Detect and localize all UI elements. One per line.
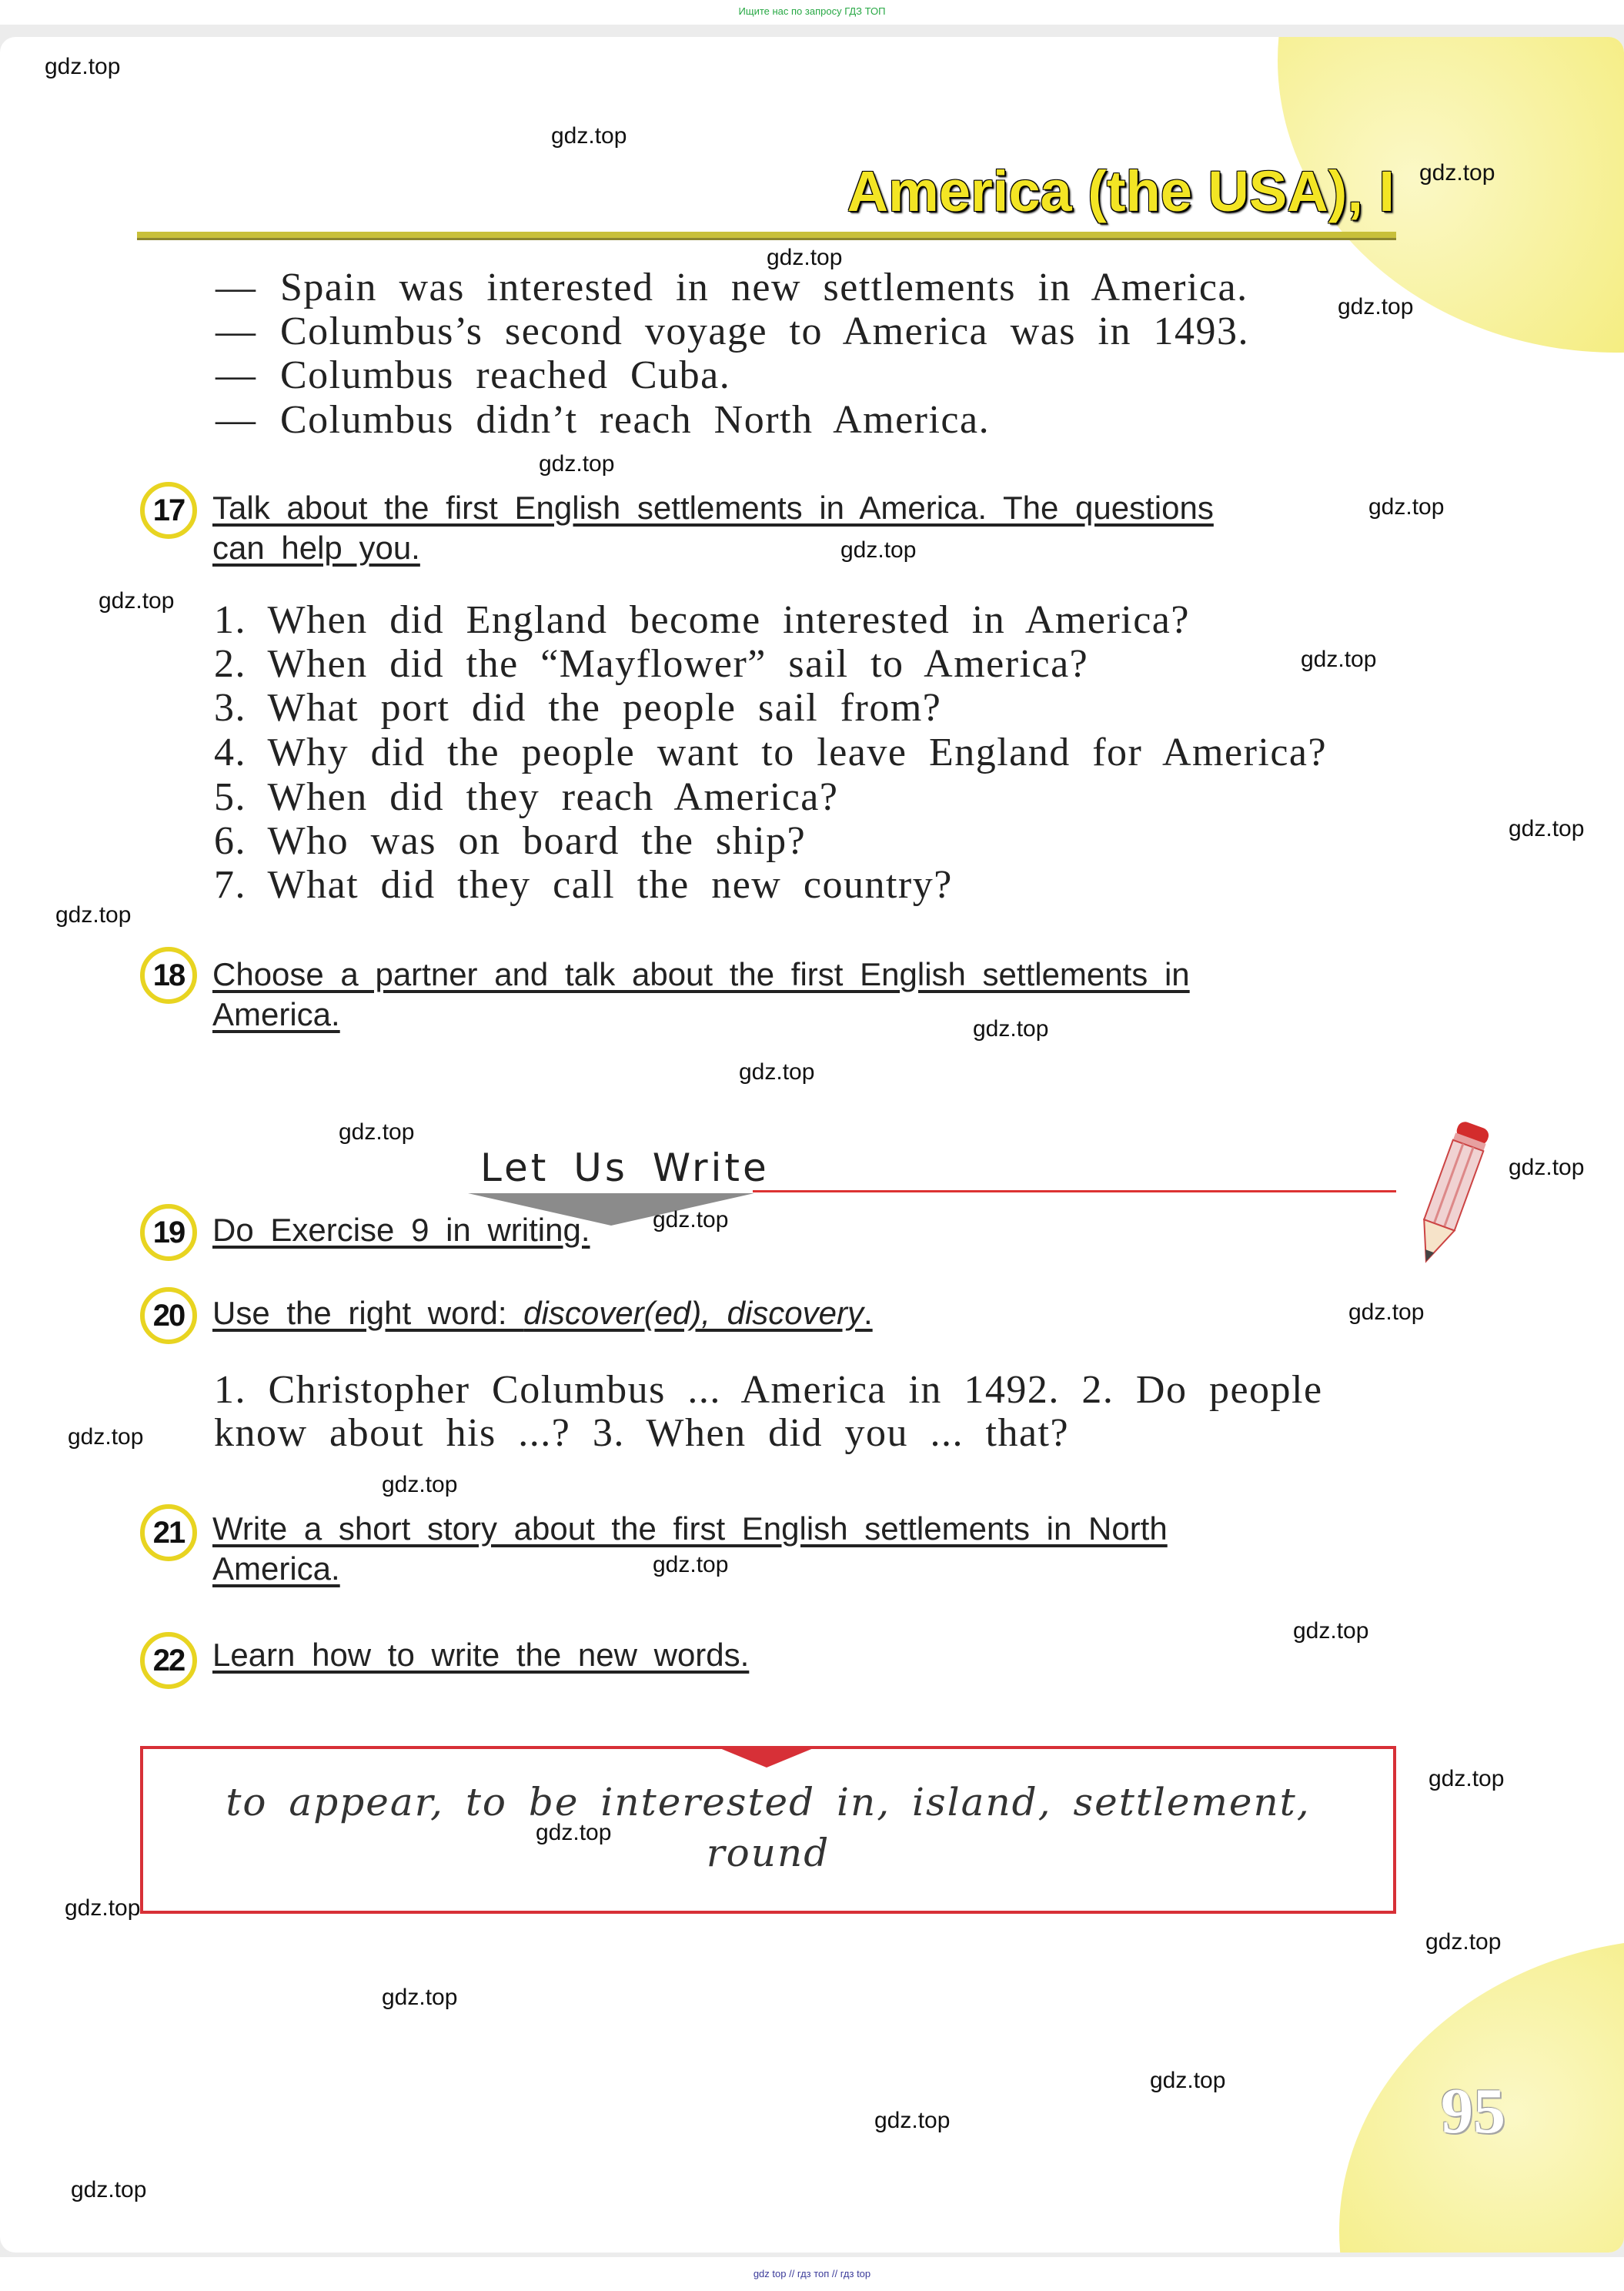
- watermark: gdz.top: [1301, 647, 1377, 672]
- heading-rule: [753, 1190, 1396, 1192]
- exercise-20-body-line2: know about his ...? 3. When did you ... that?: [214, 1411, 1070, 1455]
- exercise-21-instruction-line1: Write a short story about the first English settlements in North: [212, 1510, 1168, 1547]
- watermark: gdz.top: [382, 1985, 458, 2010]
- watermark: gdz.top: [739, 1059, 815, 1085]
- question-5: 5. When did they reach America?: [214, 775, 839, 819]
- title-rule-shadow: [137, 238, 1396, 240]
- statement-dash: —: [216, 398, 257, 442]
- watermark: gdz.top: [973, 1016, 1049, 1042]
- pencil-icon: [1408, 1109, 1493, 1278]
- exercise-18-instruction-line1: Choose a partner and talk about the first English settlements in: [212, 956, 1190, 992]
- exercise-20-body-line1: 1. Christopher Columbus ... America in 1492. 2. Do people: [214, 1368, 1323, 1412]
- exercise-20-instruction: [212, 1295, 873, 1332]
- watermark: gdz.top: [874, 2108, 951, 2133]
- statement-4: Columbus didn’t reach North America.: [280, 398, 991, 442]
- watermark: gdz.top: [99, 588, 175, 614]
- exercise-17-instruction-line1: Talk about the first English settlements in America. The questions: [212, 490, 1214, 526]
- statement-dash: —: [216, 266, 257, 309]
- new-words-arrow: [714, 1746, 819, 1768]
- title-rule: [137, 232, 1396, 238]
- new-words-box: [140, 1746, 1396, 1914]
- exercise-17-instruction-line2: can help you.: [212, 530, 420, 566]
- new-words-line2: round: [706, 1831, 830, 1875]
- bottom-banner: gdz top // гдз топ // гдз top: [0, 2257, 1624, 2291]
- statement-dash: —: [216, 353, 257, 397]
- exercise-20-badge: 20: [140, 1287, 197, 1344]
- watermark: gdz.top: [71, 2177, 147, 2202]
- exercise-20-prefix: Use the right word:: [212, 1295, 524, 1331]
- page-title: America (the USA), I: [847, 159, 1395, 223]
- question-7: 7. What did they call the new country?: [214, 863, 953, 907]
- watermark: gdz.top: [1348, 1299, 1425, 1325]
- exercise-21-badge: 21: [140, 1504, 197, 1561]
- watermark: gdz.top: [68, 1424, 144, 1450]
- watermark: gdz.top: [339, 1119, 415, 1145]
- section-heading: Let Us Write: [480, 1146, 770, 1190]
- watermark: gdz.top: [840, 537, 917, 563]
- watermark: gdz.top: [767, 245, 843, 270]
- question-6: 6. Who was on board the ship?: [214, 819, 807, 863]
- watermark: gdz.top: [65, 1895, 141, 1921]
- watermark: gdz.top: [653, 1207, 729, 1232]
- watermark: gdz.top: [382, 1472, 458, 1497]
- exercise-21-instruction-line2: America.: [212, 1550, 340, 1587]
- watermark: gdz.top: [1425, 1929, 1502, 1955]
- question-4: 4. Why did the people want to leave England for America?: [214, 731, 1328, 774]
- statement-3: Columbus reached Cuba.: [280, 353, 731, 397]
- watermark: gdz.top: [539, 451, 615, 477]
- statement-2: Columbus’s second voyage to America was in 1493.: [280, 309, 1249, 353]
- exercise-20-suffix: .: [863, 1295, 873, 1331]
- statement-1: Spain was interested in new settlements in America.: [280, 266, 1248, 309]
- watermark: gdz.top: [653, 1552, 729, 1577]
- watermark: gdz.top: [55, 902, 132, 928]
- watermark: gdz.top: [1293, 1618, 1369, 1644]
- exercise-22-badge: 22: [140, 1632, 197, 1689]
- watermark: gdz.top: [1150, 2068, 1226, 2093]
- watermark: gdz.top: [1419, 160, 1495, 186]
- new-words-line1: to appear, to be interested in, island, settlement,: [226, 1780, 1311, 1824]
- question-3: 3. What port did the people sail from?: [214, 686, 942, 730]
- watermark: gdz.top: [1368, 494, 1445, 520]
- exercise-18-instruction-line2: America.: [212, 996, 340, 1032]
- watermark: gdz.top: [1338, 294, 1414, 319]
- statement-dash: —: [216, 309, 257, 353]
- exercise-17-badge: 17: [140, 482, 197, 539]
- question-1: 1. When did England become interested in America?: [214, 598, 1190, 642]
- exercise-19-instruction: Do Exercise 9 in writing.: [212, 1212, 590, 1248]
- exercise-19-badge: 19: [140, 1204, 197, 1261]
- watermark: gdz.top: [1509, 816, 1585, 841]
- watermark: gdz.top: [1429, 1766, 1505, 1791]
- textbook-page: [0, 37, 1624, 2253]
- watermark: gdz.top: [45, 54, 121, 79]
- top-banner: Ищите нас по запросу ГДЗ ТОП: [0, 0, 1624, 25]
- exercise-22-instruction: Learn how to write the new words.: [212, 1637, 750, 1673]
- question-2: 2. When did the “Mayflower” sail to America?: [214, 642, 1089, 686]
- watermark: gdz.top: [1509, 1155, 1585, 1180]
- page-number: 95: [1441, 2075, 1505, 2147]
- watermark: gdz.top: [551, 123, 627, 149]
- exercise-20-options: discover(ed), discovery: [523, 1295, 864, 1331]
- watermark: gdz.top: [536, 1820, 612, 1845]
- exercise-18-badge: 18: [140, 947, 197, 1004]
